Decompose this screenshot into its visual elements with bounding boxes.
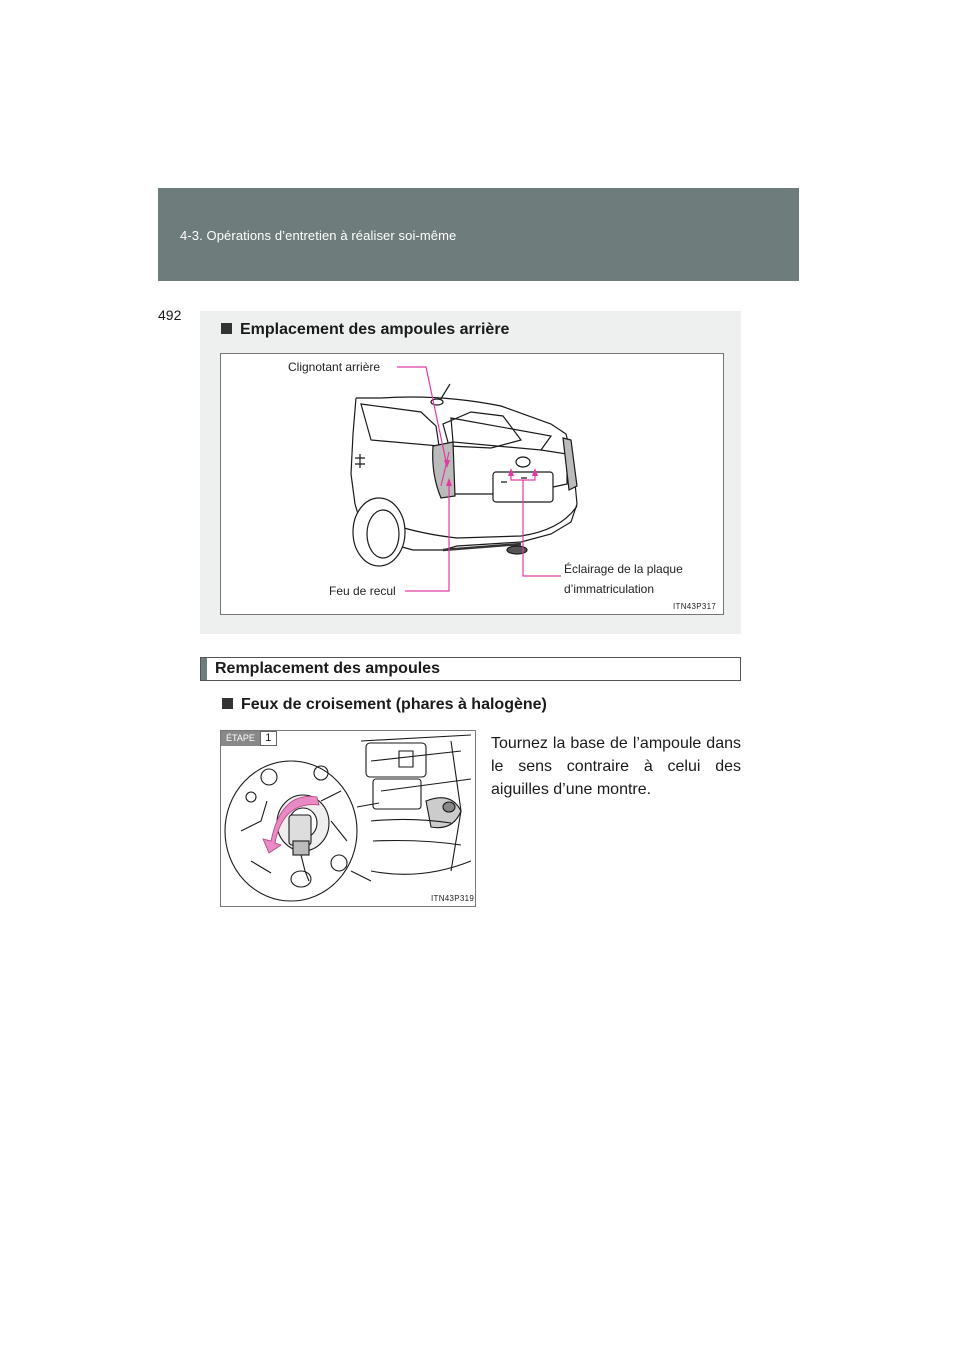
figure-code: ITN43P317	[673, 602, 717, 611]
low-beam-heading	[222, 696, 547, 714]
square-bullet-icon	[221, 323, 232, 334]
plate-light-label-line1: Éclairage de la plaque	[564, 562, 683, 576]
figure-code: ITN43P319	[431, 894, 475, 903]
headlight-illustration	[221, 731, 475, 906]
chapter-title: 4-3. Opérations d’entretien à réaliser soi-même	[180, 228, 457, 243]
turn-signal-label: Clignotant arrière	[288, 360, 381, 374]
headlight-figure	[220, 730, 476, 907]
step-number: 1	[260, 731, 277, 746]
low-beam-heading-text: Feux de croisement (phares à halogène)	[241, 696, 547, 713]
section-title-bar	[200, 657, 741, 681]
step-label: ÉTAPE	[221, 731, 260, 746]
step-instruction: Tournez la base de l’ampoule dans le sens contraire à celui des aiguilles d’une montre.	[491, 735, 741, 798]
rear-car-figure	[220, 353, 724, 615]
backup-light-label: Feu de recul	[329, 584, 396, 598]
rear-bulbs-heading-text: Emplacement des ampoules arrière	[240, 321, 510, 338]
page-number: 492	[158, 307, 182, 323]
rear-bulbs-panel	[200, 311, 741, 634]
plate-light-label-line2: d’immatriculation	[564, 582, 655, 596]
chapter-header	[158, 188, 799, 281]
section-accent	[201, 658, 207, 680]
section-title: Remplacement des ampoules	[215, 660, 440, 677]
step-badge	[221, 731, 277, 746]
rear-bulbs-heading	[221, 321, 509, 339]
square-bullet-icon	[222, 698, 233, 709]
